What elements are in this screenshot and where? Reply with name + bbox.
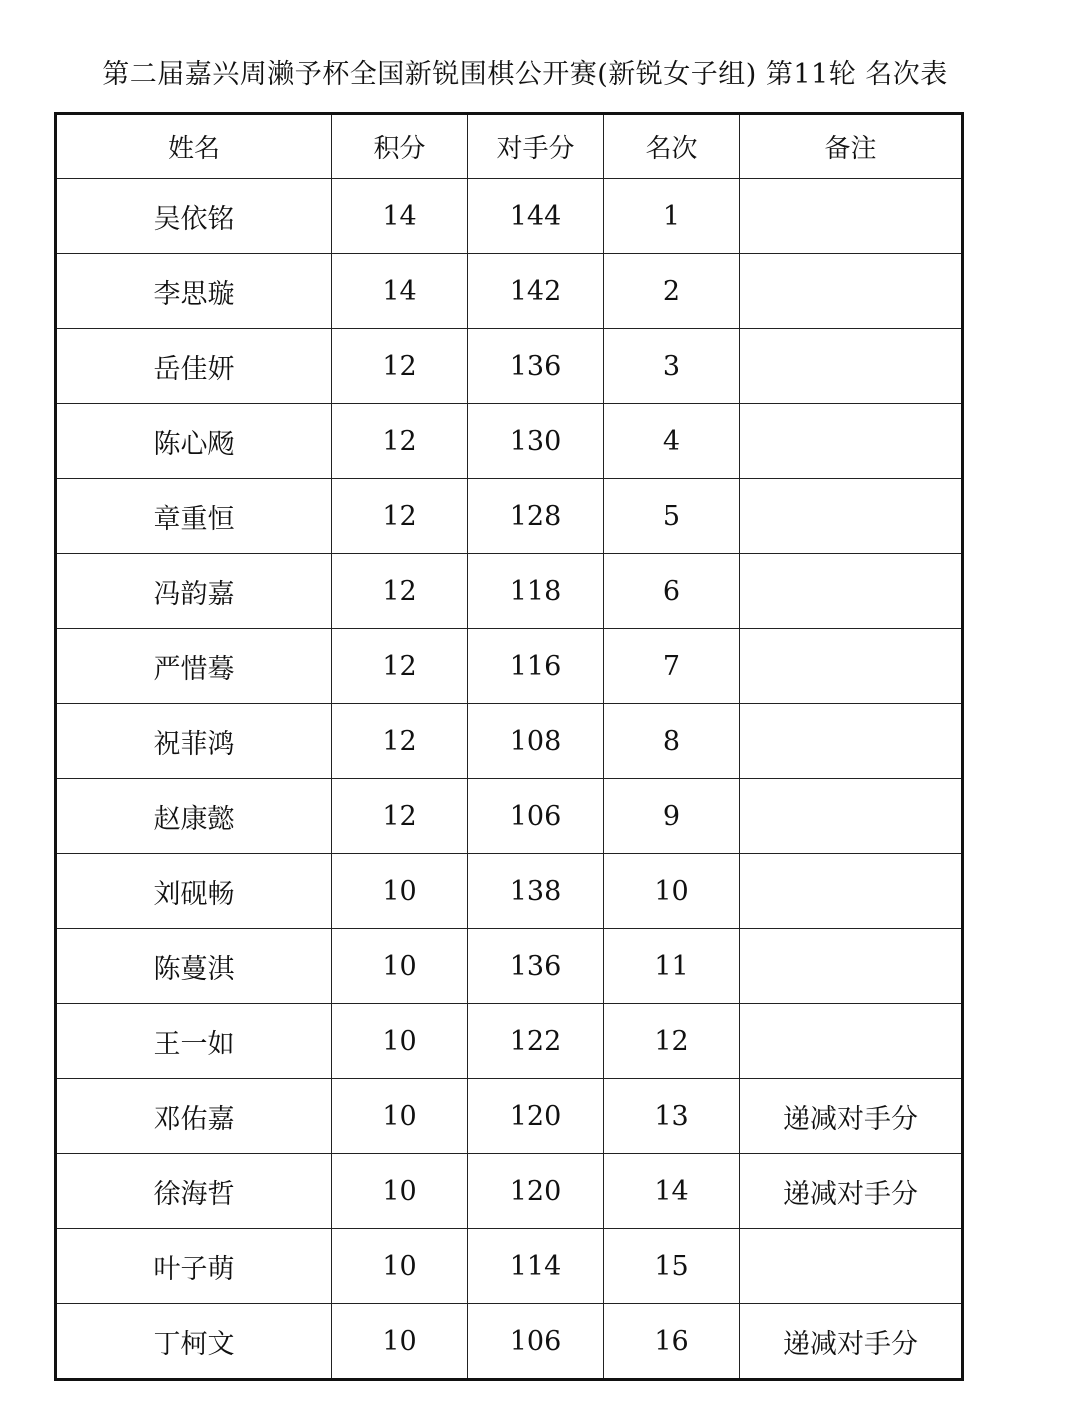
cell-note	[740, 629, 963, 704]
cell-name: 刘砚畅	[56, 854, 332, 929]
cell-name: 冯韵嘉	[56, 554, 332, 629]
cell-name: 祝菲鸿	[56, 704, 332, 779]
cell-opponent-score: 120	[468, 1154, 604, 1229]
cell-score: 12	[332, 629, 468, 704]
cell-score: 10	[332, 1079, 468, 1154]
cell-note	[740, 1004, 963, 1079]
table-row	[56, 854, 963, 929]
cell-score: 10	[332, 1229, 468, 1304]
cell-note	[740, 779, 963, 854]
cell-opponent-score: 116	[468, 629, 604, 704]
cell-rank: 1	[604, 179, 740, 254]
cell-note	[740, 929, 963, 1004]
cell-rank: 7	[604, 629, 740, 704]
table-row	[56, 254, 963, 329]
page-title: 第二届嘉兴周濑予杯全国新锐围棋公开赛(新锐女子组) 第11轮 名次表	[102, 59, 948, 90]
cell-opponent-score: 122	[468, 1004, 604, 1079]
cell-rank: 13	[604, 1079, 740, 1154]
table-row	[56, 1229, 963, 1304]
cell-score: 12	[332, 404, 468, 479]
cell-name: 徐海哲	[56, 1154, 332, 1229]
cell-opponent-score: 108	[468, 704, 604, 779]
cell-score: 14	[332, 254, 468, 329]
cell-note	[740, 854, 963, 929]
cell-opponent-score: 130	[468, 404, 604, 479]
cell-name: 赵康懿	[56, 779, 332, 854]
column-header-rank: 名次	[604, 114, 740, 179]
cell-note	[740, 179, 963, 254]
table-row	[56, 704, 963, 779]
table-row	[56, 1154, 963, 1229]
column-header-name: 姓名	[56, 114, 332, 179]
cell-opponent-score: 136	[468, 929, 604, 1004]
standings-table	[54, 112, 964, 1381]
cell-rank: 15	[604, 1229, 740, 1304]
table-row	[56, 629, 963, 704]
cell-name: 章重恒	[56, 479, 332, 554]
cell-score: 12	[332, 479, 468, 554]
cell-note	[740, 479, 963, 554]
cell-score: 12	[332, 704, 468, 779]
cell-rank: 4	[604, 404, 740, 479]
cell-opponent-score: 120	[468, 1079, 604, 1154]
cell-note	[740, 554, 963, 629]
cell-name: 丁柯文	[56, 1304, 332, 1380]
cell-opponent-score: 128	[468, 479, 604, 554]
table-row	[56, 779, 963, 854]
cell-note	[740, 1229, 963, 1304]
cell-score: 10	[332, 1154, 468, 1229]
cell-note	[740, 704, 963, 779]
cell-rank: 11	[604, 929, 740, 1004]
cell-rank: 14	[604, 1154, 740, 1229]
cell-opponent-score: 106	[468, 779, 604, 854]
cell-opponent-score: 138	[468, 854, 604, 929]
cell-score: 10	[332, 1304, 468, 1380]
cell-score: 12	[332, 329, 468, 404]
table-row	[56, 1304, 963, 1380]
cell-opponent-score: 118	[468, 554, 604, 629]
cell-name: 王一如	[56, 1004, 332, 1079]
cell-name: 陈心飏	[56, 404, 332, 479]
header-row	[56, 114, 963, 179]
table-row	[56, 179, 963, 254]
cell-name: 叶子萌	[56, 1229, 332, 1304]
cell-rank: 10	[604, 854, 740, 929]
cell-rank: 9	[604, 779, 740, 854]
cell-opponent-score: 142	[468, 254, 604, 329]
cell-score: 14	[332, 179, 468, 254]
cell-score: 10	[332, 1004, 468, 1079]
cell-name: 岳佳妍	[56, 329, 332, 404]
cell-opponent-score: 106	[468, 1304, 604, 1380]
cell-opponent-score: 114	[468, 1229, 604, 1304]
column-header-opponent-score: 对手分	[468, 114, 604, 179]
cell-name: 严惜蓦	[56, 629, 332, 704]
cell-score: 10	[332, 854, 468, 929]
cell-rank: 2	[604, 254, 740, 329]
table-row	[56, 929, 963, 1004]
cell-name: 陈蔓淇	[56, 929, 332, 1004]
table-row	[56, 329, 963, 404]
cell-note: 递减对手分	[740, 1154, 963, 1229]
cell-rank: 8	[604, 704, 740, 779]
column-header-note: 备注	[740, 114, 963, 179]
cell-rank: 16	[604, 1304, 740, 1380]
cell-note	[740, 329, 963, 404]
cell-rank: 5	[604, 479, 740, 554]
cell-note: 递减对手分	[740, 1304, 963, 1380]
cell-name: 吴依铭	[56, 179, 332, 254]
cell-score: 12	[332, 779, 468, 854]
table-row	[56, 1004, 963, 1079]
cell-name: 邓佑嘉	[56, 1079, 332, 1154]
cell-rank: 3	[604, 329, 740, 404]
cell-note	[740, 404, 963, 479]
table-row	[56, 479, 963, 554]
cell-note: 递减对手分	[740, 1079, 963, 1154]
table-row	[56, 554, 963, 629]
cell-opponent-score: 136	[468, 329, 604, 404]
cell-note	[740, 254, 963, 329]
cell-rank: 6	[604, 554, 740, 629]
column-header-score: 积分	[332, 114, 468, 179]
cell-score: 12	[332, 554, 468, 629]
cell-score: 10	[332, 929, 468, 1004]
cell-name: 李思璇	[56, 254, 332, 329]
cell-rank: 12	[604, 1004, 740, 1079]
table-row	[56, 1079, 963, 1154]
cell-opponent-score: 144	[468, 179, 604, 254]
table-row	[56, 404, 963, 479]
